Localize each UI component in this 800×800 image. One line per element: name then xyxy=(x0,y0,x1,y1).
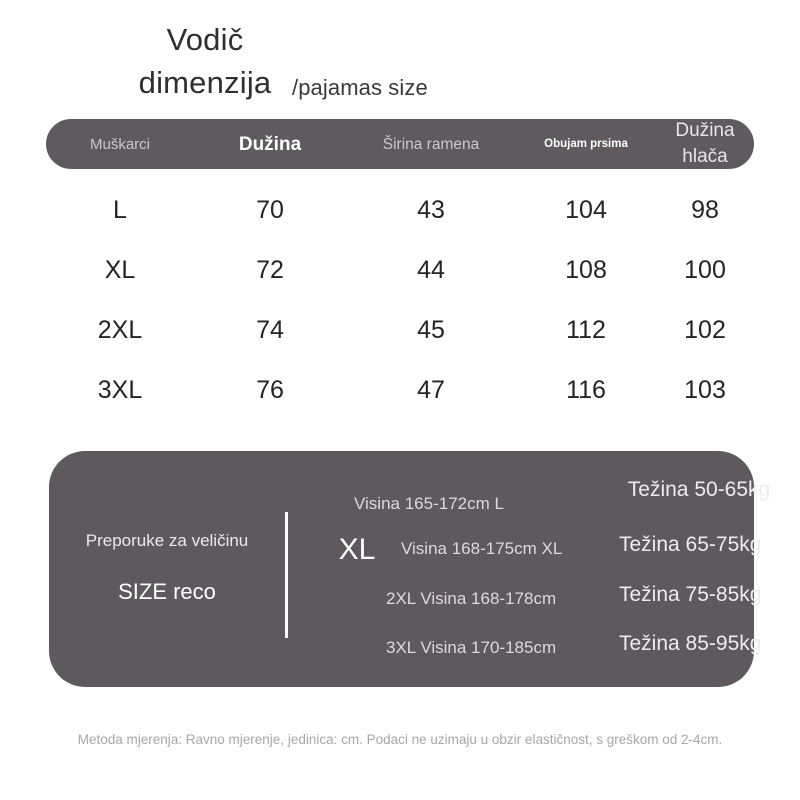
cell-pants: 100 xyxy=(684,255,726,284)
size-recommendation-panel xyxy=(49,451,771,687)
recommendation-label-primary: Preporuke za veličinu xyxy=(85,531,249,550)
recommended-size-badge: XL xyxy=(338,533,376,566)
cell-pants: 102 xyxy=(684,315,726,344)
recommendation-height-row: 2XL Visina 168-178cm xyxy=(386,589,557,608)
cell-shoulder: 47 xyxy=(417,375,445,404)
cell-chest: 116 xyxy=(566,375,606,404)
column-header-pants-length: Dužina hlača xyxy=(675,120,735,167)
cell-shoulder: 43 xyxy=(417,195,445,224)
table-row xyxy=(46,180,754,240)
cell-length: 70 xyxy=(256,195,284,224)
cell-length: 74 xyxy=(256,315,284,344)
table-row xyxy=(46,240,754,300)
measurement-footnote: Metoda mjerenja: Ravno mjerenje, jedinica: cm. Podaci ne uzimaju u obzir elastičnost, s greškom od 2-4cm. xyxy=(77,732,723,747)
column-header-chest: Obujam prsima xyxy=(544,137,628,150)
cell-size: L xyxy=(113,195,127,224)
recommendation-weight-row: Težina 50-65kg xyxy=(627,478,771,501)
size-table-body xyxy=(46,180,754,420)
cell-chest: 108 xyxy=(565,255,607,284)
column-header-length: Dužina xyxy=(238,133,302,155)
cell-length: 76 xyxy=(256,375,284,404)
cell-pants: 98 xyxy=(691,195,719,224)
recommendation-weight-row: Težina 65-75kg xyxy=(619,533,762,556)
vertical-divider xyxy=(285,512,288,638)
column-header-shoulder-width: Širina ramena xyxy=(382,135,480,153)
table-row xyxy=(46,300,754,360)
cell-pants: 103 xyxy=(684,375,726,404)
cell-chest: 112 xyxy=(566,315,606,344)
recommendation-weight-row: Težina 85-95kg xyxy=(619,632,762,655)
recommendation-label-secondary: SIZE reco xyxy=(118,579,216,604)
recommendation-weight-row: Težina 75-85kg xyxy=(619,583,762,606)
cell-size: 3XL xyxy=(97,375,143,404)
cell-size: 2XL xyxy=(97,315,143,344)
cell-shoulder: 45 xyxy=(417,315,445,344)
column-header-category: Muškarci xyxy=(89,135,150,153)
cell-length: 72 xyxy=(256,255,284,284)
page-title-block xyxy=(0,18,800,108)
size-table-header-row xyxy=(46,119,754,169)
table-row xyxy=(46,360,754,420)
page-title: Vodič dimenzija xyxy=(138,22,272,100)
recommendation-height-row: Visina 165-172cm L xyxy=(354,494,504,513)
recommendation-height-row: Visina 168-175cm XL xyxy=(401,539,563,558)
cell-chest: 104 xyxy=(565,195,607,224)
page-subtitle: /pajamas size xyxy=(292,75,428,100)
recommendation-height-row: 3XL Visina 170-185cm xyxy=(386,638,557,657)
cell-shoulder: 44 xyxy=(417,255,445,284)
cell-size: XL xyxy=(104,255,136,284)
